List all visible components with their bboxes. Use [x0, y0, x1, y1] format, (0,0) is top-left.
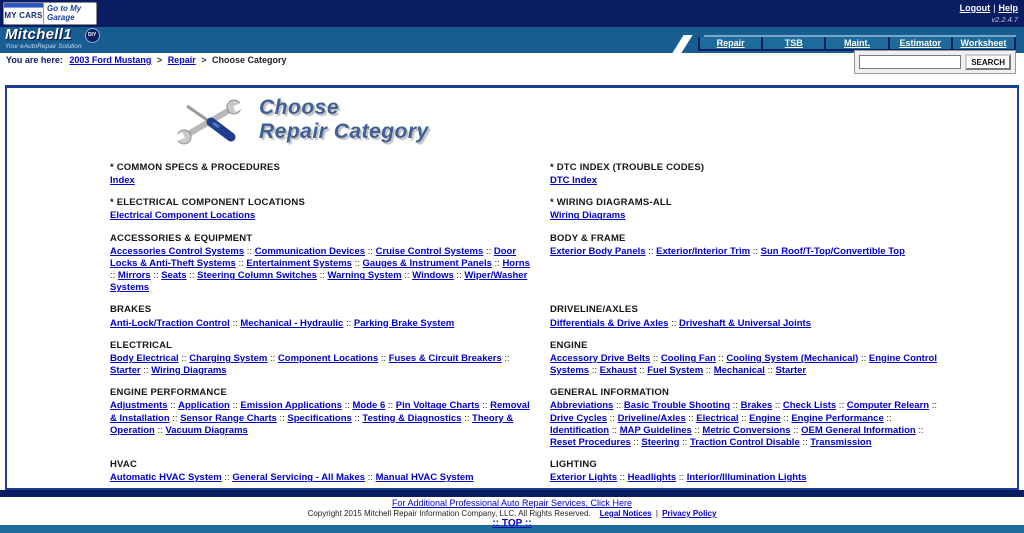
- category-heading: HVAC: [110, 458, 138, 470]
- session-links: [960, 3, 1018, 13]
- link-separator: ::: [501, 352, 510, 364]
- category-link[interactable]: Theory & Operation: [110, 412, 514, 436]
- top-bar: [0, 0, 1024, 27]
- category-section: [550, 340, 970, 377]
- category-link[interactable]: Abbreviations: [550, 400, 614, 412]
- category-link[interactable]: Engine: [749, 412, 781, 424]
- link-separator: ::: [703, 365, 714, 377]
- category-section: [110, 304, 550, 329]
- link-separator: ::: [685, 412, 697, 424]
- search-box: [854, 50, 1016, 74]
- category-link[interactable]: Electrical: [696, 412, 739, 424]
- link-separator: ::: [244, 245, 255, 257]
- category-link[interactable]: Interior/Illumination Lights: [686, 472, 807, 484]
- link-separator: ::: [790, 424, 802, 436]
- link-separator: ::: [915, 424, 924, 436]
- link-separator: ::: [229, 317, 241, 329]
- category-link[interactable]: Accessory Drive Belts: [550, 352, 651, 364]
- category-link[interactable]: Exterior/Interior Trim: [656, 245, 751, 257]
- link-separator: ::: [276, 412, 288, 424]
- category-heading: ENGINE: [550, 339, 588, 351]
- link-separator: ::: [676, 472, 687, 484]
- category-link[interactable]: Fuses & Circuit Breakers: [388, 352, 502, 364]
- category-link[interactable]: Exterior Lights: [550, 472, 618, 484]
- link-separator: ::: [167, 400, 179, 412]
- link-separator: ::: [836, 400, 847, 412]
- link-separator: ::: [235, 257, 247, 269]
- link-divider: |: [993, 3, 996, 13]
- category-link[interactable]: Index: [110, 175, 135, 187]
- category-link[interactable]: Driveshaft & Universal Joints: [679, 317, 812, 329]
- category-section: [550, 387, 970, 449]
- link-separator: ::: [479, 400, 491, 412]
- category-link[interactable]: Sun Roof/T-Top/Convertible Top: [760, 245, 905, 257]
- link-separator: ::: [679, 436, 690, 448]
- link-separator: ::: [378, 352, 389, 364]
- category-link[interactable]: Emission Applications: [240, 400, 342, 412]
- brand-name: Mitchell1: [5, 26, 72, 43]
- link-separator: ::: [609, 424, 620, 436]
- category-heading: * ELECTRICAL COMPONENT LOCATIONS: [110, 197, 305, 209]
- link-separator: ::: [799, 436, 811, 448]
- link-separator: ::: [650, 352, 661, 364]
- search-button[interactable]: SEARCH: [965, 54, 1011, 70]
- privacy-policy-link[interactable]: Privacy Policy: [662, 509, 717, 518]
- category-heading: ELECTRICAL: [110, 339, 173, 351]
- category-grid: [110, 162, 1017, 490]
- link-separator: ::: [351, 412, 363, 424]
- breadcrumb-current: Choose Category: [212, 55, 287, 65]
- link-separator: ::: [385, 400, 396, 412]
- category-link[interactable]: Engine Performance: [791, 412, 884, 424]
- my-cars-garage-button[interactable]: [3, 2, 97, 25]
- link-separator: ::: [401, 270, 413, 282]
- category-link[interactable]: Warning System: [327, 270, 402, 282]
- tab-worksheet[interactable]: Worksheet: [953, 37, 1016, 49]
- category-heading: ENGINE PERFORMANCE: [110, 387, 228, 399]
- category-heading: BODY & FRAME: [550, 232, 626, 244]
- breadcrumb-separator: >: [201, 55, 207, 65]
- category-link[interactable]: Steering Column Switches: [197, 270, 317, 282]
- category-link[interactable]: DTC Index: [550, 175, 597, 187]
- category-link[interactable]: Cruise Control Systems: [375, 245, 484, 257]
- category-link[interactable]: Charging System: [189, 352, 268, 364]
- category-link[interactable]: Exhaust: [599, 365, 637, 377]
- category-link[interactable]: OEM General Information: [801, 424, 916, 436]
- footer: [0, 497, 1024, 529]
- category-link[interactable]: Adjustments: [110, 400, 168, 412]
- category-link[interactable]: Wiring Diagrams: [550, 210, 626, 222]
- link-separator: ::: [365, 472, 376, 484]
- link-separator: ::: [267, 352, 278, 364]
- category-link[interactable]: Engine Control Systems: [550, 352, 937, 377]
- link-separator: ::: [715, 352, 727, 364]
- category-link[interactable]: Horns: [502, 257, 530, 269]
- license-plate-icon: [4, 3, 44, 24]
- category-link[interactable]: Communication Devices: [254, 245, 366, 257]
- category-link[interactable]: General Servicing - All Makes: [232, 472, 366, 484]
- category-link[interactable]: Mechanical: [713, 365, 765, 377]
- my-cars-label: MY CARS: [4, 11, 43, 20]
- category-heading: GENERAL INFORMATION: [550, 387, 670, 399]
- category-link[interactable]: Brakes: [740, 400, 773, 412]
- link-separator: ::: [772, 400, 783, 412]
- footer-navy-bar: [0, 490, 1024, 497]
- category-link[interactable]: Removal & Installation: [110, 400, 530, 424]
- search-input[interactable]: [859, 55, 961, 69]
- version-label: v2.2.4.7: [991, 15, 1018, 24]
- category-section: [110, 340, 550, 377]
- category-link[interactable]: Starter: [775, 365, 807, 377]
- category-link[interactable]: MAP Guidelines: [619, 424, 692, 436]
- category-section: [110, 459, 550, 484]
- category-link[interactable]: Wiper/Washer Systems: [110, 270, 528, 294]
- link-separator: ::: [483, 245, 494, 257]
- link-separator: ::: [780, 412, 792, 424]
- link-separator: ::: [461, 412, 473, 424]
- category-section: [550, 459, 970, 484]
- link-separator: ::: [617, 472, 628, 484]
- category-link[interactable]: Fuel System: [647, 365, 704, 377]
- help-link[interactable]: Help: [998, 3, 1018, 13]
- tab-tsb[interactable]: TSB: [763, 37, 826, 49]
- link-separator: ::: [491, 257, 503, 269]
- tab-estimator[interactable]: Estimator: [890, 37, 953, 49]
- category-link[interactable]: Metric Conversions: [702, 424, 791, 436]
- category-link[interactable]: Body Electrical: [110, 352, 179, 364]
- link-separator: ::: [110, 270, 118, 282]
- copyright-text: Copyright 2015 Mitchell Repair Information Company, LLC. All Rights Reserved.: [307, 509, 591, 518]
- category-section: [550, 162, 970, 187]
- link-separator: ::: [630, 436, 642, 448]
- category-heading: BRAKES: [110, 304, 152, 316]
- link-separator: ::: [858, 352, 869, 364]
- category-link[interactable]: Computer Relearn: [846, 400, 930, 412]
- link-separator: ::: [668, 317, 680, 329]
- category-link[interactable]: Cooling System (Mechanical): [726, 352, 859, 364]
- category-heading: * COMMON SPECS & PROCEDURES: [110, 162, 281, 173]
- go-to-garage-label: Go to My Garage: [47, 4, 82, 23]
- tab-maint[interactable]: Maint.: [826, 37, 889, 49]
- link-separator: ::: [150, 270, 162, 282]
- category-link[interactable]: Traction Control Disable: [689, 436, 800, 448]
- additional-services-link[interactable]: For Additional Professional Auto Repair Services, Click Here: [391, 498, 633, 508]
- category-link[interactable]: Reset Procedures: [550, 436, 631, 448]
- link-separator: ::: [883, 412, 892, 424]
- link-separator: ::: [341, 400, 353, 412]
- category-link[interactable]: Transmission: [810, 436, 872, 448]
- category-link[interactable]: Application: [178, 400, 230, 412]
- breadcrumb-label: You are here:: [6, 55, 63, 65]
- link-separator: ::: [453, 270, 465, 282]
- category-link[interactable]: Mirrors: [117, 270, 151, 282]
- link-separator: ::: [691, 424, 703, 436]
- link-separator: ::: [589, 365, 600, 377]
- category-link[interactable]: Exterior Body Panels: [550, 245, 646, 257]
- category-link[interactable]: Automatic HVAC System: [110, 472, 222, 484]
- category-link[interactable]: Wiring Diagrams: [151, 365, 227, 377]
- category-section: [550, 233, 970, 295]
- diagonal-stripe-decoration: [672, 35, 692, 53]
- category-link[interactable]: Windows: [412, 270, 454, 282]
- category-link[interactable]: Headlights: [627, 472, 677, 484]
- category-link[interactable]: Entertainment Systems: [246, 257, 352, 269]
- category-heading: * WIRING DIAGRAMS-ALL: [550, 197, 672, 209]
- link-separator: ::: [645, 245, 657, 257]
- category-link[interactable]: Accessories Control Systems: [110, 245, 245, 257]
- category-link[interactable]: Component Locations: [277, 352, 379, 364]
- link-separator: ::: [221, 472, 233, 484]
- category-link[interactable]: Parking Brake System: [353, 317, 455, 329]
- category-link[interactable]: Check Lists: [782, 400, 837, 412]
- category-link[interactable]: Differentials & Drive Axles: [550, 317, 669, 329]
- link-separator: ::: [351, 257, 363, 269]
- category-section: [550, 197, 970, 222]
- page-title: [259, 96, 429, 143]
- tab-strip: [698, 35, 1016, 51]
- logout-link[interactable]: Logout: [959, 3, 991, 13]
- link-separator: ::: [343, 317, 354, 329]
- category-link[interactable]: Drive Cycles: [550, 412, 608, 424]
- brand-logo: [5, 27, 100, 50]
- link-separator: ::: [169, 412, 181, 424]
- category-heading: LIGHTING: [550, 458, 597, 470]
- footer-divider: |: [655, 509, 658, 518]
- main-content-box: [5, 85, 1019, 490]
- category-heading: * DTC INDEX (TROUBLE CODES): [550, 162, 705, 173]
- category-link[interactable]: Basic Trouble Shooting: [623, 400, 731, 412]
- category-section: [550, 304, 970, 329]
- tab-repair[interactable]: Repair: [700, 37, 763, 49]
- link-separator: ::: [186, 270, 198, 282]
- breadcrumb-vehicle-link[interactable]: 2003 Ford Mustang: [69, 55, 152, 65]
- category-link[interactable]: Starter: [110, 365, 141, 377]
- link-separator: ::: [178, 352, 190, 364]
- category-section: [110, 387, 550, 449]
- link-separator: ::: [764, 365, 776, 377]
- category-link[interactable]: Steering: [641, 436, 680, 448]
- category-section: [110, 233, 550, 295]
- link-separator: ::: [140, 365, 152, 377]
- link-separator: ::: [229, 400, 241, 412]
- link-separator: ::: [929, 400, 938, 412]
- category-section: [110, 162, 550, 187]
- category-link[interactable]: Pin Voltage Charts: [395, 400, 480, 412]
- category-link[interactable]: Identification: [550, 424, 610, 436]
- link-separator: ::: [154, 424, 166, 436]
- category-link[interactable]: Mechanical - Hydraulic: [240, 317, 344, 329]
- category-link[interactable]: Specifications: [287, 412, 352, 424]
- category-link[interactable]: Mode 6: [352, 400, 386, 412]
- category-link[interactable]: Electrical Component Locations: [110, 210, 256, 222]
- category-heading: ACCESSORIES & EQUIPMENT: [110, 232, 253, 244]
- breadcrumb-repair-link[interactable]: Repair: [167, 55, 196, 65]
- globe-diy-badge: DIY: [85, 28, 100, 43]
- footer-spacer: [593, 509, 597, 518]
- legal-notices-link[interactable]: Legal Notices: [599, 509, 652, 518]
- category-link[interactable]: Sensor Range Charts: [180, 412, 277, 424]
- link-separator: ::: [316, 270, 328, 282]
- link-separator: ::: [730, 400, 741, 412]
- category-section: [110, 197, 550, 222]
- link-separator: ::: [613, 400, 624, 412]
- category-heading: DRIVELINE/AXLES: [550, 304, 638, 316]
- category-link[interactable]: Door Locks & Anti-Theft Systems: [110, 245, 517, 269]
- link-separator: ::: [365, 245, 376, 257]
- category-link[interactable]: Anti-Lock/Traction Control: [110, 317, 230, 329]
- link-separator: ::: [750, 245, 761, 257]
- top-link[interactable]: :: TOP ::: [492, 518, 532, 529]
- category-link[interactable]: Manual HVAC System: [375, 472, 474, 484]
- wrench-screwdriver-icon: [173, 96, 245, 146]
- page-title-graphic: [173, 96, 1017, 146]
- link-separator: ::: [636, 365, 648, 377]
- breadcrumb-separator: >: [156, 55, 163, 65]
- link-separator: ::: [738, 412, 750, 424]
- category-link[interactable]: Seats: [161, 270, 187, 282]
- page-title-line2: Repair Category: [259, 119, 429, 143]
- brand-tagline: Your eAutoRepair Solution: [5, 43, 82, 50]
- category-link[interactable]: Vacuum Diagrams: [165, 424, 248, 436]
- page-title-line1: Choose: [259, 96, 340, 119]
- category-link[interactable]: Gauges & Instrument Panels: [362, 257, 492, 269]
- category-link[interactable]: Driveline/Axles: [617, 412, 686, 424]
- link-separator: ::: [607, 412, 618, 424]
- category-link[interactable]: Cooling Fan: [660, 352, 716, 364]
- category-link[interactable]: Testing & Diagnostics: [362, 412, 462, 424]
